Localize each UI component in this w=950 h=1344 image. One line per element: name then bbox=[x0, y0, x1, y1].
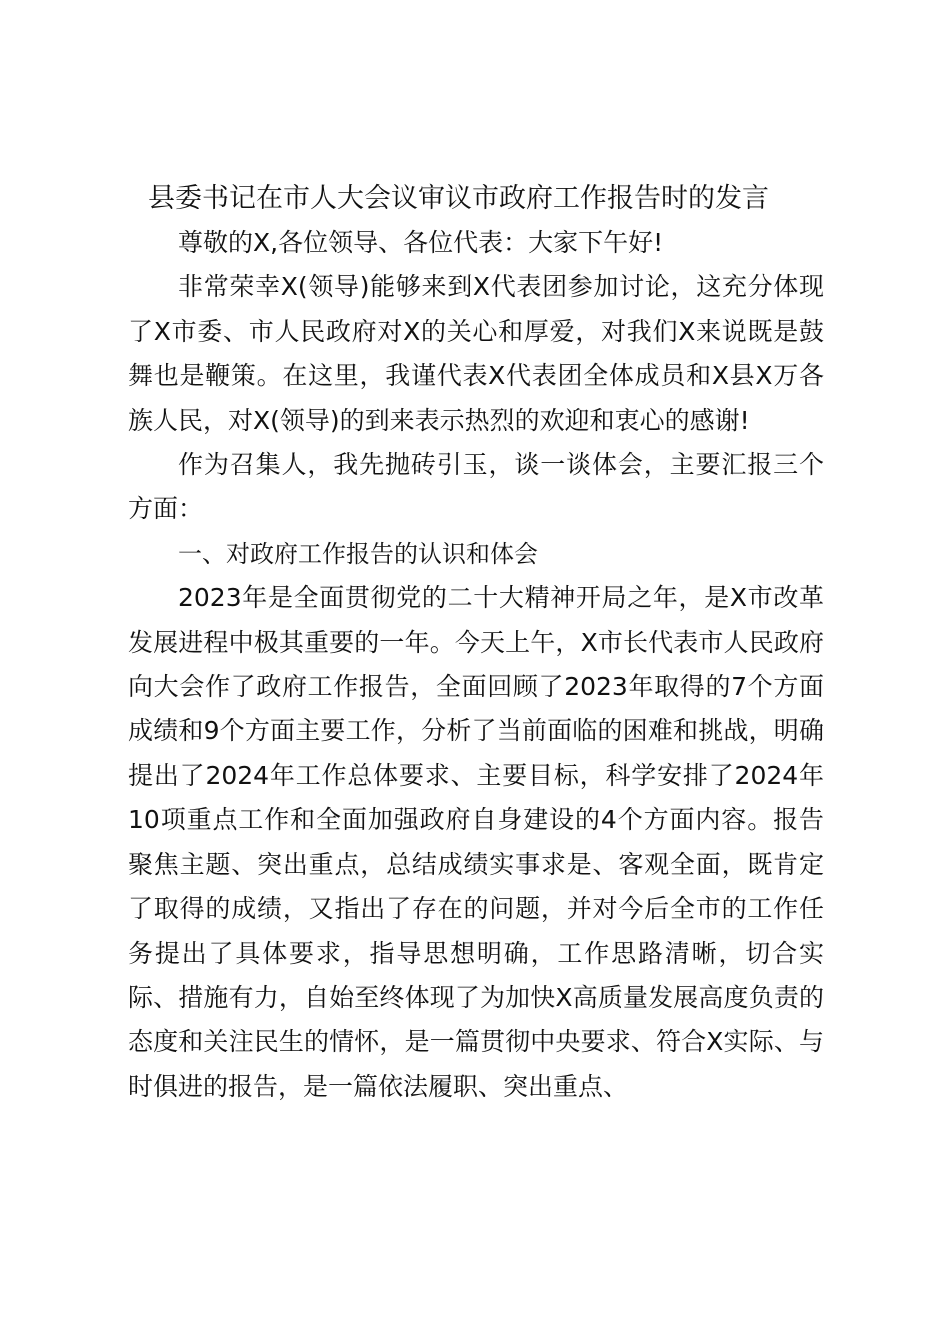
intro-paragraph: 作为召集人，我先抛砖引玉，谈一谈体会，主要汇报三个方面： bbox=[128, 450, 824, 524]
greeting-paragraph: 尊敬的X,各位领导、各位代表：大家下午好! bbox=[178, 228, 664, 257]
section-heading: 一、对政府工作报告的认识和体会 bbox=[178, 539, 538, 568]
document-page bbox=[128, 177, 824, 1109]
opening-paragraph: 非常荣幸X(领导)能够来到X代表团参加讨论，这充分体现了X市委、市人民政府对X的关心和厚爱，对我们X来说既是鼓舞也是鞭策。在这里，我谨代表X代表团全体成员和X县X万各族人民，对X(领导)的到来表示热烈的欢迎和衷心的感谢! bbox=[128, 272, 824, 435]
body-paragraph: 2023年是全面贯彻党的二十大精神开局之年，是X市改革发展进程中极其重要的一年。今天上午，X市长代表市人民政府向大会作了政府工作报告，全面回顾了2023年取得的7个方面成绩和9个方面主要工作，分析了当前面临的困难和挑战，明确提出了2024年工作总体要求、主要目标，科学安排了2024年10项重点工作和全面加强政府自身建设的4个方面内容。报告聚焦主题、突出重点，总结成绩实事求是、客观全面，既肯定了取得的成绩，又指出了存在的问题，并对今后全市的工作任务提出了具体要求，指导思想明确，工作思路清晰，切合实际、措施有力，自始至终体现了为加快X高质量发展高度负责的态度和关注民生的情怀，是一篇贯彻中央要求、符合X实际、与时俱进的报告，是一篇依法履职、突出重点、 bbox=[128, 583, 824, 1101]
document-title: 县委书记在市人大会议审议市政府工作报告时的发言 bbox=[148, 183, 769, 214]
